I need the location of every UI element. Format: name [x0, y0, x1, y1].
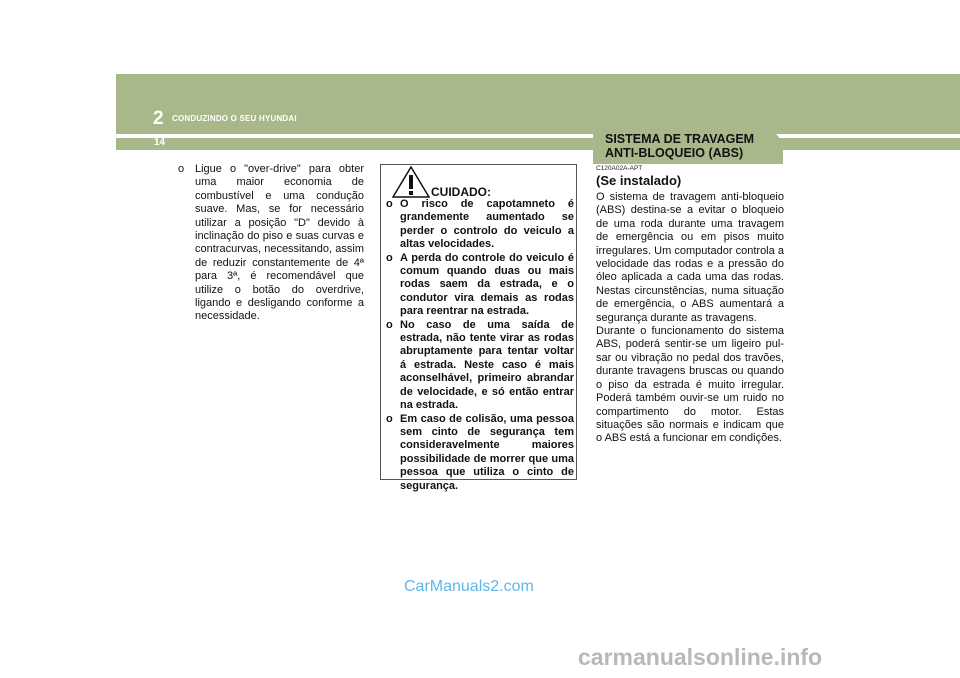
list-item-text: O risco de capotamneto é grandemente aumentado se perder o controlo do veiculo a altas velocidades.	[400, 198, 574, 251]
bullet-mark: o	[386, 198, 393, 210]
list-item-text: A perda do controle do veiculo é comum quando duas ou mais rodas saem da estrada, e o condutor vira demais as rodas para reentrar na estrada.	[400, 251, 574, 318]
section-title	[605, 132, 754, 160]
warning-list	[386, 198, 574, 493]
section-title-line2: ANTI-BLOQUEIO (ABS)	[605, 146, 744, 160]
paragraph: Durante o funcionamento do sistema ABS, poderá sentir-se um ligeiro pul- sar ou vibração no pedal dos travões, durante travagens bruscas ou quando o piso da estrada é muito irregular. Poderá também ouvir-se um ruido no compartimento do motor. Estas situações são normais e indicam que o ABS está a funcionar em condições.	[596, 325, 784, 445]
chapter-number: 2	[153, 108, 164, 129]
subheading: (Se instalado)	[596, 173, 682, 188]
list-item	[386, 413, 574, 493]
header-stripe	[116, 134, 960, 138]
right-column	[596, 191, 784, 446]
watermark-carmanuals2: CarManuals2.com	[404, 578, 534, 595]
header-band	[116, 74, 960, 150]
section-title-line1: SISTEMA DE TRAVAGEM	[605, 132, 755, 146]
chapter-title: CONDUZINDO O SEU HYUNDAI	[172, 114, 297, 123]
watermark-carmanualsonline: carmanualsonline.info	[578, 644, 823, 670]
list-item	[386, 319, 574, 413]
list-item	[386, 198, 574, 252]
warning-triangle-icon	[392, 166, 430, 198]
bullet-mark: o	[386, 412, 393, 425]
warning-title: CUIDADO:	[431, 185, 491, 199]
list-item	[386, 252, 574, 319]
bullet-mark: o	[386, 318, 393, 331]
list-item-text: No caso de uma saída de estrada, não tente virar as rodas abruptamente para tentar voltar á estrada. Neste caso é mais aconselhável, primeiro abrandar de velocidade, e só então entrar na estrada.	[400, 318, 574, 412]
section-code: C120A02A-APT	[596, 165, 643, 172]
page-number: 14	[154, 137, 166, 148]
list-item-text: Em caso de colisão, uma pessoa sem cinto de segurança tem consideravelmente maiores possibilidade de morrer que uma pessoa que utiliza o cinto de segurança.	[400, 412, 574, 492]
list-item	[178, 163, 364, 324]
left-column	[178, 163, 364, 324]
bullet-mark: o	[386, 251, 393, 264]
list-item-text: Ligue o "over-drive" para obter uma maior economia de combustível e uma condução suave. Mas, se for necessário utilizar a posição "D" devido à inclinação do piso e suas curvas e contracurvas, necessitando, assim de reduzir constantemente de 4ª para 3ª, é recomendável que utilize o botão do overdrive, ligando e desligando conforme a necessidade.	[195, 163, 364, 323]
paragraph: O sistema de travagem anti-bloqueio (ABS) destina-se a evitar o bloqueio de uma roda durante uma travagem de emergência ou em pisos muito irregulares. Um computador controla a velocidade das rodas e a pressão do óleo aplicada a cada uma das rodas. Nestas circunstências, numa situação de emergência, o ABS aumentará a segurança durante as travagens.	[596, 191, 784, 324]
bullet-mark: o	[178, 163, 185, 175]
